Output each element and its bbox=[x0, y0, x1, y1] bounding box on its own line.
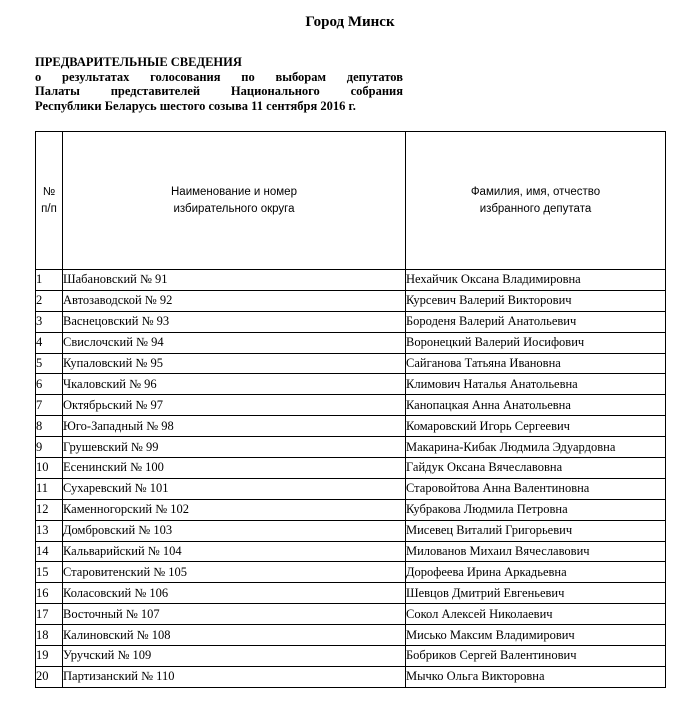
document-heading: ПРЕДВАРИТЕЛЬНЫЕ СВЕДЕНИЯ bbox=[35, 55, 242, 69]
cell-num: 12 bbox=[36, 499, 63, 520]
cell-district: Грушевский № 99 bbox=[63, 437, 406, 458]
cell-district: Уручский № 109 bbox=[63, 646, 406, 667]
table-row bbox=[36, 541, 666, 562]
header-district: Наименование и номер избирательного округа bbox=[63, 132, 406, 270]
cell-district: Автозаводской № 92 bbox=[63, 290, 406, 311]
cell-district: Октябрьский № 97 bbox=[63, 395, 406, 416]
cell-deputy: Нехайчик Оксана Владимировна bbox=[406, 270, 666, 291]
cell-district: Юго-Западный № 98 bbox=[63, 416, 406, 437]
table-row bbox=[36, 625, 666, 646]
table-row bbox=[36, 520, 666, 541]
cell-num: 17 bbox=[36, 604, 63, 625]
subtitle-line: Республики Беларусь шестого созыва 11 сентября 2016 г. bbox=[35, 98, 356, 113]
cell-num: 4 bbox=[36, 332, 63, 353]
cell-deputy: Комаровский Игорь Сергеевич bbox=[406, 416, 666, 437]
cell-deputy: Курсевич Валерий Викторович bbox=[406, 290, 666, 311]
cell-num: 7 bbox=[36, 395, 63, 416]
cell-district: Партизанский № 110 bbox=[63, 666, 406, 687]
table-row bbox=[36, 458, 666, 479]
cell-deputy: Сайганова Татьяна Ивановна bbox=[406, 353, 666, 374]
cell-num: 19 bbox=[36, 646, 63, 667]
cell-num: 20 bbox=[36, 666, 63, 687]
cell-num: 6 bbox=[36, 374, 63, 395]
cell-deputy: Канопацкая Анна Анатольевна bbox=[406, 395, 666, 416]
city-title: Город Минск bbox=[305, 14, 395, 30]
table-body bbox=[36, 270, 666, 688]
table-row bbox=[36, 332, 666, 353]
table-row bbox=[36, 478, 666, 499]
cell-district: Восточный № 107 bbox=[63, 604, 406, 625]
table-row bbox=[36, 666, 666, 687]
cell-deputy: Бобриков Сергей Валентинович bbox=[406, 646, 666, 667]
header-deputy: Фамилия, имя, отчество избранного депутата bbox=[406, 132, 666, 270]
cell-deputy: Мисевец Виталий Григорьевич bbox=[406, 520, 666, 541]
cell-district: Шабановский № 91 bbox=[63, 270, 406, 291]
cell-district: Коласовский № 106 bbox=[63, 583, 406, 604]
cell-num: 2 bbox=[36, 290, 63, 311]
table-row bbox=[36, 604, 666, 625]
cell-district: Каменногорский № 102 bbox=[63, 499, 406, 520]
cell-deputy: Шевцов Дмитрий Евгеньевич bbox=[406, 583, 666, 604]
cell-num: 18 bbox=[36, 625, 63, 646]
document-intro bbox=[35, 55, 403, 113]
cell-deputy: Дорофеева Ирина Аркадьевна bbox=[406, 562, 666, 583]
table-row bbox=[36, 353, 666, 374]
cell-district: Сухаревский № 101 bbox=[63, 478, 406, 499]
cell-deputy: Старовойтова Анна Валентиновна bbox=[406, 478, 666, 499]
cell-num: 1 bbox=[36, 270, 63, 291]
cell-deputy: Милованов Михаил Вячеславович bbox=[406, 541, 666, 562]
cell-district: Васнецовский № 93 bbox=[63, 311, 406, 332]
cell-num: 10 bbox=[36, 458, 63, 479]
cell-deputy: Воронецкий Валерий Иосифович bbox=[406, 332, 666, 353]
table-row bbox=[36, 395, 666, 416]
table-row bbox=[36, 646, 666, 667]
cell-num: 14 bbox=[36, 541, 63, 562]
cell-deputy: Сокол Алексей Николаевич bbox=[406, 604, 666, 625]
cell-district: Старовитенский № 105 bbox=[63, 562, 406, 583]
cell-district: Чкаловский № 96 bbox=[63, 374, 406, 395]
cell-district: Купаловский № 95 bbox=[63, 353, 406, 374]
cell-district: Калиновский № 108 bbox=[63, 625, 406, 646]
table-row bbox=[36, 499, 666, 520]
table-row bbox=[36, 270, 666, 291]
table-header-row bbox=[36, 132, 666, 270]
subtitle-line: о результатах голосования по выборам депутатов bbox=[35, 69, 403, 84]
cell-deputy: Кубракова Людмила Петровна bbox=[406, 499, 666, 520]
cell-deputy: Макарина-Кибак Людмила Эдуардовна bbox=[406, 437, 666, 458]
cell-deputy: Мисько Максим Владимирович bbox=[406, 625, 666, 646]
header-num: № п/п bbox=[36, 132, 63, 270]
table-row bbox=[36, 562, 666, 583]
cell-deputy: Бороденя Валерий Анатольевич bbox=[406, 311, 666, 332]
table-row bbox=[36, 416, 666, 437]
cell-num: 9 bbox=[36, 437, 63, 458]
cell-num: 16 bbox=[36, 583, 63, 604]
subtitle-line: Палаты представителей Национального собрания bbox=[35, 84, 403, 98]
cell-district: Кальварийский № 104 bbox=[63, 541, 406, 562]
cell-num: 11 bbox=[36, 478, 63, 499]
cell-deputy: Мычко Ольга Викторовна bbox=[406, 666, 666, 687]
table-row bbox=[36, 290, 666, 311]
cell-num: 15 bbox=[36, 562, 63, 583]
results-table bbox=[35, 131, 666, 688]
cell-deputy: Гайдук Оксана Вячеславовна bbox=[406, 458, 666, 479]
cell-num: 13 bbox=[36, 520, 63, 541]
table-row bbox=[36, 311, 666, 332]
cell-num: 3 bbox=[36, 311, 63, 332]
cell-district: Домбровский № 103 bbox=[63, 520, 406, 541]
cell-district: Есенинский № 100 bbox=[63, 458, 406, 479]
table-row bbox=[36, 374, 666, 395]
cell-num: 8 bbox=[36, 416, 63, 437]
cell-num: 5 bbox=[36, 353, 63, 374]
table-row bbox=[36, 583, 666, 604]
cell-deputy: Климович Наталья Анатольевна bbox=[406, 374, 666, 395]
table-row bbox=[36, 437, 666, 458]
cell-district: Свислочский № 94 bbox=[63, 332, 406, 353]
